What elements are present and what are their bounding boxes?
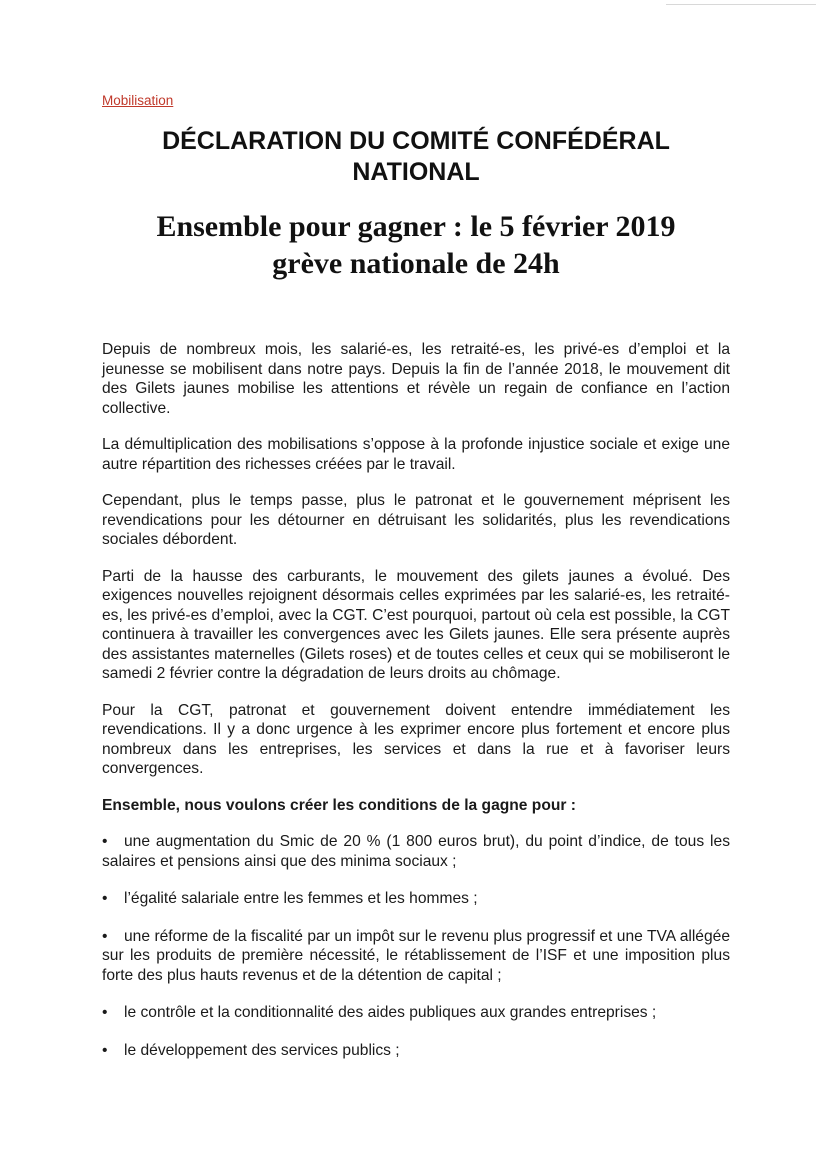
demands-lead: Ensemble, nous voulons créer les conditions de la gagne pour : bbox=[102, 796, 576, 814]
subtitle-line-2: grève nationale de 24h bbox=[272, 247, 560, 280]
subtitle-line-1: Ensemble pour gagner : le 5 février 2019 bbox=[156, 210, 676, 243]
demands-list bbox=[102, 832, 730, 1060]
bullet-icon: • bbox=[102, 927, 108, 945]
demand-text: le développement des services publics ; bbox=[124, 1041, 400, 1059]
bullet-icon: • bbox=[102, 833, 108, 850]
demand-item bbox=[102, 927, 730, 986]
demand-item bbox=[102, 1003, 730, 1023]
demand-text: une augmentation du Smic de 20 % (1 800 euros brut), du point d’indice, de tous les salaires et pensions ainsi que des minima sociaux ; bbox=[102, 833, 730, 870]
paragraph: Depuis de nombreux mois, les salarié-es, les retraité-es, les privé-es d’emploi et la jeunesse se mobilisent dans notre pays. Depuis la fin de l’année 2018, le mouvement dit des Gilets jaunes mobilise les attentions et révèle un regain de confiance en l’action collective. bbox=[102, 341, 730, 417]
scan-artifact-line bbox=[666, 4, 816, 5]
demand-text: le contrôle et la conditionnalité des aides publiques aux grandes entreprises ; bbox=[124, 1004, 657, 1021]
paragraph: Parti de la hausse des carburants, le mouvement des gilets jaunes a évolué. Des exigences nouvelles rejoignent désormais celles exprimées par les salarié-es, les retraité-es, les privé-es d’emploi, avec la CGT. C’est pourquoi, partout où cela est possible, la CGT continuera à travailler les convergences avec les Gilets jaunes. Elle sera présente auprès des assistantes maternelles (Gilets roses) et de toutes celles et ceux qui se mobiliseront le samedi 2 février contre la dégradation de leurs droits au chômage. bbox=[102, 567, 730, 682]
paragraph: Cependant, plus le temps passe, plus le patronat et le gouvernement méprisent les revendications pour les détourner en détruisant les solidarités, plus les revendications sociales débordent. bbox=[102, 492, 730, 548]
declaration-subtitle bbox=[102, 208, 730, 282]
category-link[interactable]: Mobilisation bbox=[102, 93, 174, 108]
demand-text: une réforme de la fiscalité par un impôt sur le revenu plus progressif et une TVA allégée sur les produits de première nécessité, le rétablissement de l’ISF et une imposition plus forte des plus hauts revenus et de la détention de capital ; bbox=[102, 927, 730, 984]
bullet-icon: • bbox=[102, 1004, 108, 1021]
paragraph: La démultiplication des mobilisations s’oppose à la profonde injustice sociale et exige une autre répartition des richesses créées par le travail. bbox=[102, 436, 730, 473]
declaration-title: DÉCLARATION DU COMITÉ CONFÉDÉRAL NATIONAL bbox=[162, 127, 670, 186]
paragraph: Pour la CGT, patronat et gouvernement doivent entendre immédiatement les revendications. Il y a donc urgence à les exprimer encore plus fortement et encore plus nombreux dans les entreprises, les services et dans la rue et à favoriser leurs convergences. bbox=[102, 701, 730, 777]
bullet-icon: • bbox=[102, 1041, 108, 1059]
demand-text: l’égalité salariale entre les femmes et les hommes ; bbox=[124, 890, 478, 907]
document-page bbox=[102, 92, 730, 1078]
demand-item bbox=[102, 1041, 730, 1061]
demand-item bbox=[102, 889, 730, 909]
bullet-icon: • bbox=[102, 890, 108, 907]
demand-item bbox=[102, 832, 730, 871]
